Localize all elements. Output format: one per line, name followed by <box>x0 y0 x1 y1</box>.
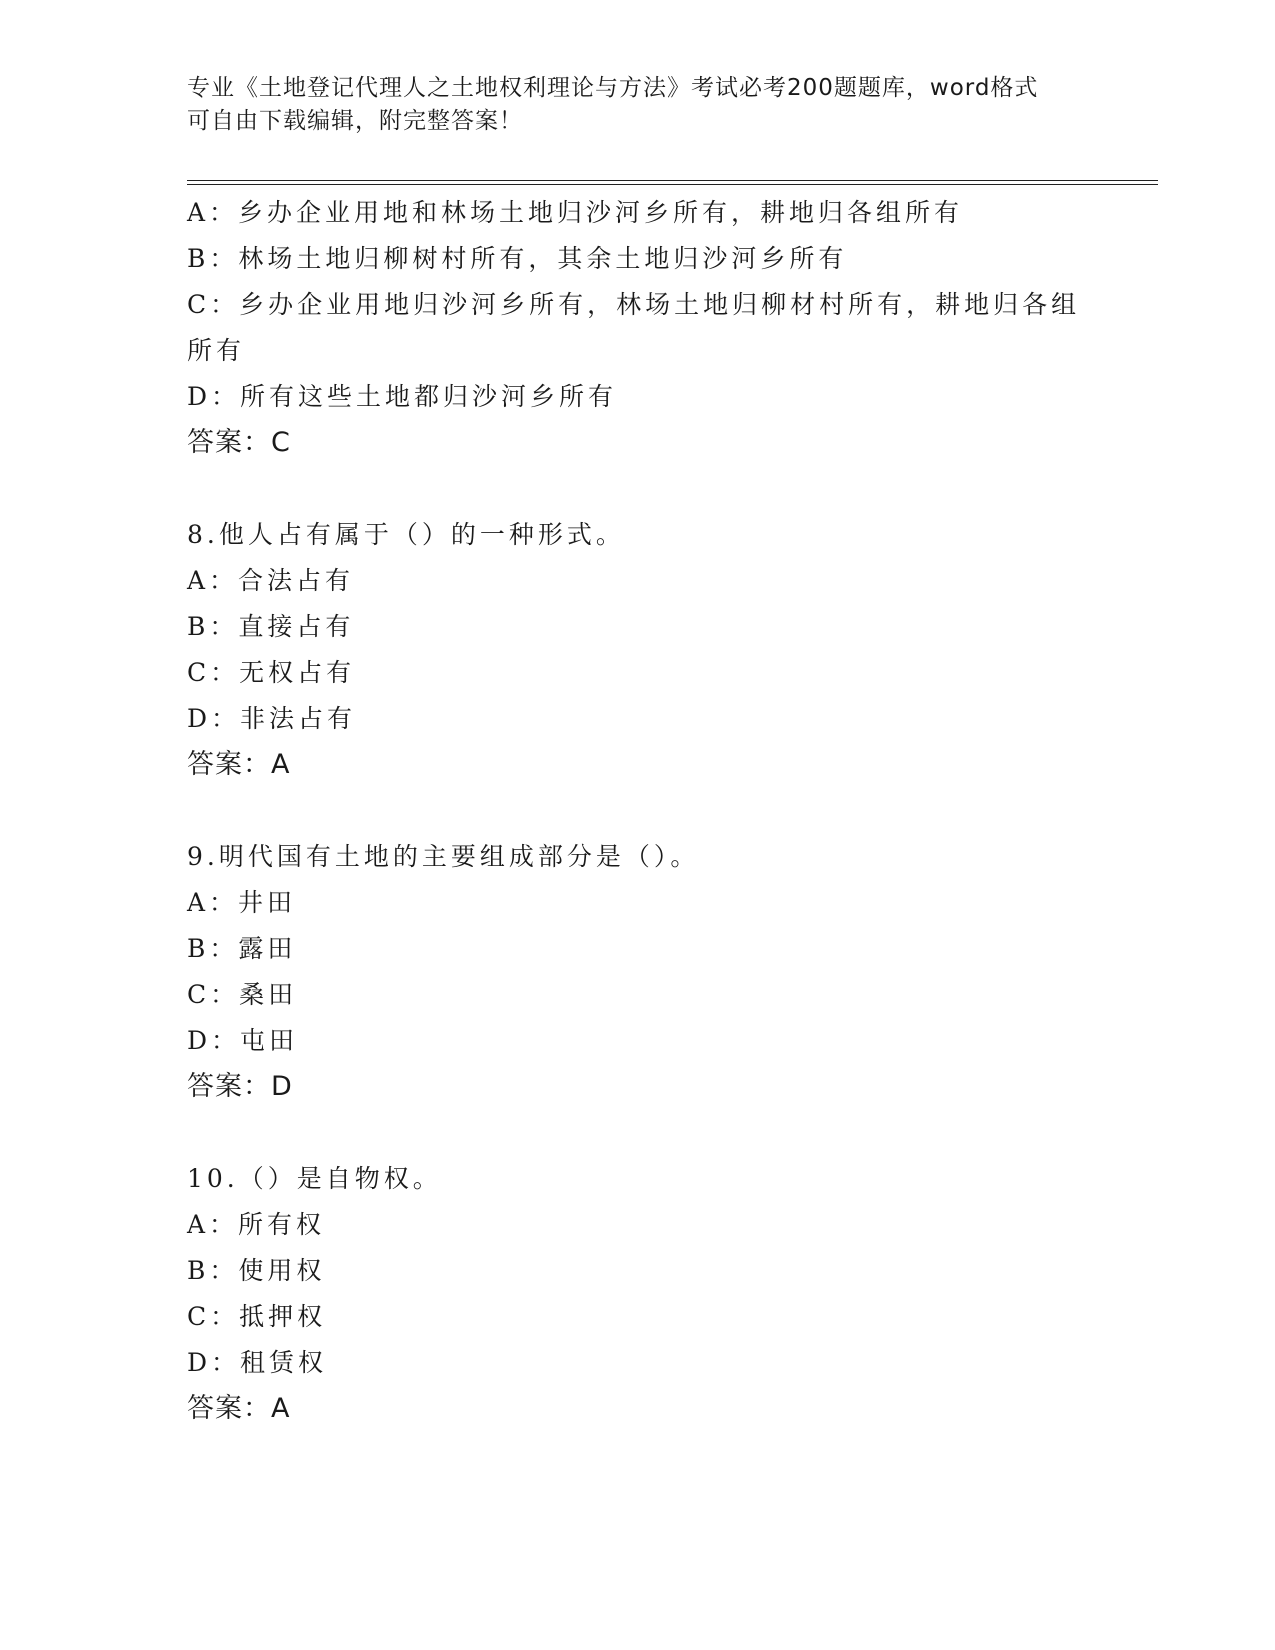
q9-option-a: A：井田 <box>187 888 297 917</box>
q7-answer: 答案：C <box>187 427 291 458</box>
q9-option-c: C：桑田 <box>187 980 298 1009</box>
q8-option-b: B：直接占有 <box>187 612 355 641</box>
q7-option-c: C：乡办企业用地归沙河乡所有，林场土地归柳材村所有，耕地归各组 <box>187 290 1081 319</box>
question-9-block <box>187 834 1087 1110</box>
q10-option-b: B：使用权 <box>187 1256 326 1285</box>
q7-option-a: A：乡办企业用地和林场土地归沙河乡所有，耕地归各组所有 <box>187 198 964 227</box>
question-8-block <box>187 512 1087 788</box>
q8-answer: 答案：A <box>187 749 291 780</box>
q10-option-d: D：租赁权 <box>187 1348 328 1377</box>
header-rule-bottom <box>187 184 1158 185</box>
header-line-1: 专业《土地登记代理人之土地权利理论与方法》考试必考200题题库，word格式 <box>187 75 1039 101</box>
q8-option-c: C：无权占有 <box>187 658 356 687</box>
header-line-2: 可自由下载编辑，附完整答案！ <box>187 108 523 134</box>
q7-option-b: B：林场土地归柳树村所有，其余土地归沙河乡所有 <box>187 244 848 273</box>
q7-option-d: D：所有这些土地都归沙河乡所有 <box>187 382 618 411</box>
q8-option-d: D：非法占有 <box>187 704 357 733</box>
q8-question: 8.他人占有属于（）的一种形式。 <box>187 520 625 549</box>
q8-option-a: A：合法占有 <box>187 566 355 595</box>
q7-option-c-continued: 所有 <box>187 336 246 365</box>
q10-option-c: C：抵押权 <box>187 1302 327 1331</box>
q9-question: 9.明代国有土地的主要组成部分是（）。 <box>187 842 700 871</box>
q10-option-a: A：所有权 <box>187 1210 326 1239</box>
q9-answer: 答案：D <box>187 1071 293 1102</box>
question-7-block <box>187 190 1087 466</box>
question-10-block <box>187 1156 1087 1432</box>
document-body <box>187 190 1087 1432</box>
q10-answer: 答案：A <box>187 1393 291 1424</box>
document-header <box>187 72 1087 138</box>
q10-question: 10.（）是自物权。 <box>187 1164 442 1193</box>
q9-option-b: B：露田 <box>187 934 297 963</box>
q9-option-d: D：屯田 <box>187 1026 299 1055</box>
header-rule-top <box>187 180 1158 181</box>
